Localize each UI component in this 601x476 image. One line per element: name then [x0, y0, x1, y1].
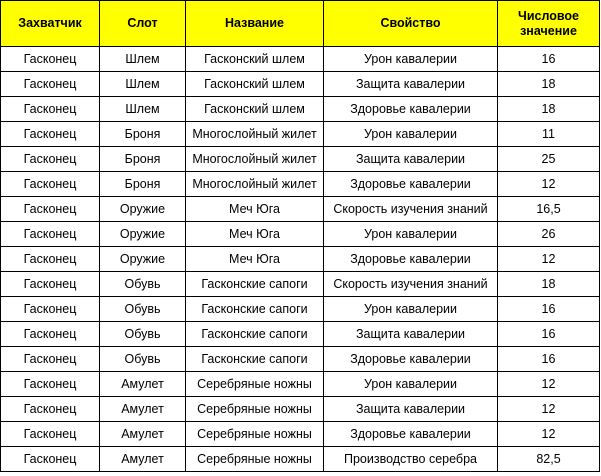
- cell-slot: Броня: [100, 122, 186, 147]
- cell-name: Гасконские сапоги: [186, 272, 324, 297]
- cell-name: Меч Юга: [186, 222, 324, 247]
- cell-name: Многослойный жилет: [186, 122, 324, 147]
- cell-value: 18: [498, 72, 600, 97]
- cell-value: 18: [498, 272, 600, 297]
- header-invader: Захватчик: [1, 1, 100, 47]
- table-row: [1, 397, 600, 422]
- table-body: [1, 47, 600, 472]
- cell-name: Гасконские сапоги: [186, 347, 324, 372]
- cell-value: 16,5: [498, 197, 600, 222]
- cell-property: Урон кавалерии: [324, 122, 498, 147]
- cell-property: Производство серебра: [324, 447, 498, 472]
- cell-slot: Амулет: [100, 397, 186, 422]
- cell-value: 16: [498, 297, 600, 322]
- cell-name: Меч Юга: [186, 197, 324, 222]
- cell-slot: Амулет: [100, 447, 186, 472]
- cell-property: Здоровье кавалерии: [324, 422, 498, 447]
- cell-name: Многослойный жилет: [186, 172, 324, 197]
- table-row: [1, 322, 600, 347]
- cell-value: 26: [498, 222, 600, 247]
- cell-invader: Гасконец: [1, 122, 100, 147]
- cell-value: 25: [498, 147, 600, 172]
- table-row: [1, 422, 600, 447]
- cell-slot: Оружие: [100, 197, 186, 222]
- cell-slot: Броня: [100, 147, 186, 172]
- cell-property: Скорость изучения знаний: [324, 197, 498, 222]
- table-row: [1, 147, 600, 172]
- cell-slot: Обувь: [100, 347, 186, 372]
- cell-property: Урон кавалерии: [324, 297, 498, 322]
- table-row: [1, 372, 600, 397]
- cell-name: Многослойный жилет: [186, 147, 324, 172]
- cell-property: Скорость изучения знаний: [324, 272, 498, 297]
- cell-invader: Гасконец: [1, 347, 100, 372]
- table-row: [1, 97, 600, 122]
- cell-invader: Гасконец: [1, 397, 100, 422]
- cell-value: 12: [498, 372, 600, 397]
- cell-property: Урон кавалерии: [324, 372, 498, 397]
- cell-value: 18: [498, 97, 600, 122]
- cell-invader: Гасконец: [1, 372, 100, 397]
- cell-property: Защита кавалерии: [324, 397, 498, 422]
- cell-slot: Амулет: [100, 422, 186, 447]
- cell-invader: Гасконец: [1, 222, 100, 247]
- cell-invader: Гасконец: [1, 422, 100, 447]
- cell-slot: Обувь: [100, 322, 186, 347]
- cell-value: 12: [498, 422, 600, 447]
- cell-value: 16: [498, 47, 600, 72]
- cell-property: Защита кавалерии: [324, 147, 498, 172]
- cell-name: Гасконский шлем: [186, 97, 324, 122]
- cell-invader: Гасконец: [1, 447, 100, 472]
- cell-slot: Шлем: [100, 72, 186, 97]
- cell-slot: Броня: [100, 172, 186, 197]
- cell-property: Здоровье кавалерии: [324, 172, 498, 197]
- cell-invader: Гасконец: [1, 147, 100, 172]
- cell-name: Гасконские сапоги: [186, 322, 324, 347]
- cell-property: Здоровье кавалерии: [324, 247, 498, 272]
- cell-slot: Амулет: [100, 372, 186, 397]
- cell-property: Защита кавалерии: [324, 322, 498, 347]
- cell-property: Защита кавалерии: [324, 72, 498, 97]
- table-row: [1, 197, 600, 222]
- cell-value: 12: [498, 247, 600, 272]
- cell-name: Серебряные ножны: [186, 422, 324, 447]
- cell-value: 16: [498, 347, 600, 372]
- header-name: Название: [186, 1, 324, 47]
- table-row: [1, 447, 600, 472]
- table-row: [1, 347, 600, 372]
- table-row: [1, 272, 600, 297]
- cell-name: Меч Юга: [186, 247, 324, 272]
- cell-invader: Гасконец: [1, 47, 100, 72]
- cell-name: Серебряные ножны: [186, 397, 324, 422]
- cell-name: Серебряные ножны: [186, 447, 324, 472]
- table-row: [1, 72, 600, 97]
- cell-slot: Оружие: [100, 247, 186, 272]
- cell-invader: Гасконец: [1, 322, 100, 347]
- cell-invader: Гасконец: [1, 297, 100, 322]
- header-row: [1, 1, 600, 47]
- cell-slot: Оружие: [100, 222, 186, 247]
- cell-value: 12: [498, 397, 600, 422]
- cell-value: 82,5: [498, 447, 600, 472]
- cell-value: 12: [498, 172, 600, 197]
- table-row: [1, 297, 600, 322]
- table-row: [1, 47, 600, 72]
- header-numeric-value: Числовое значение: [498, 1, 600, 47]
- cell-invader: Гасконец: [1, 247, 100, 272]
- cell-slot: Обувь: [100, 272, 186, 297]
- cell-name: Серебряные ножны: [186, 372, 324, 397]
- table-row: [1, 222, 600, 247]
- cell-property: Урон кавалерии: [324, 222, 498, 247]
- header-property: Свойство: [324, 1, 498, 47]
- table-row: [1, 247, 600, 272]
- cell-property: Урон кавалерии: [324, 47, 498, 72]
- table-row: [1, 122, 600, 147]
- table-row: [1, 172, 600, 197]
- cell-invader: Гасконец: [1, 272, 100, 297]
- cell-invader: Гасконец: [1, 97, 100, 122]
- cell-property: Здоровье кавалерии: [324, 347, 498, 372]
- cell-invader: Гасконец: [1, 72, 100, 97]
- cell-slot: Шлем: [100, 97, 186, 122]
- cell-value: 11: [498, 122, 600, 147]
- header-slot: Слот: [100, 1, 186, 47]
- cell-name: Гасконские сапоги: [186, 297, 324, 322]
- cell-invader: Гасконец: [1, 197, 100, 222]
- cell-invader: Гасконец: [1, 172, 100, 197]
- cell-name: Гасконский шлем: [186, 72, 324, 97]
- cell-slot: Шлем: [100, 47, 186, 72]
- cell-property: Здоровье кавалерии: [324, 97, 498, 122]
- cell-value: 16: [498, 322, 600, 347]
- cell-slot: Обувь: [100, 297, 186, 322]
- cell-name: Гасконский шлем: [186, 47, 324, 72]
